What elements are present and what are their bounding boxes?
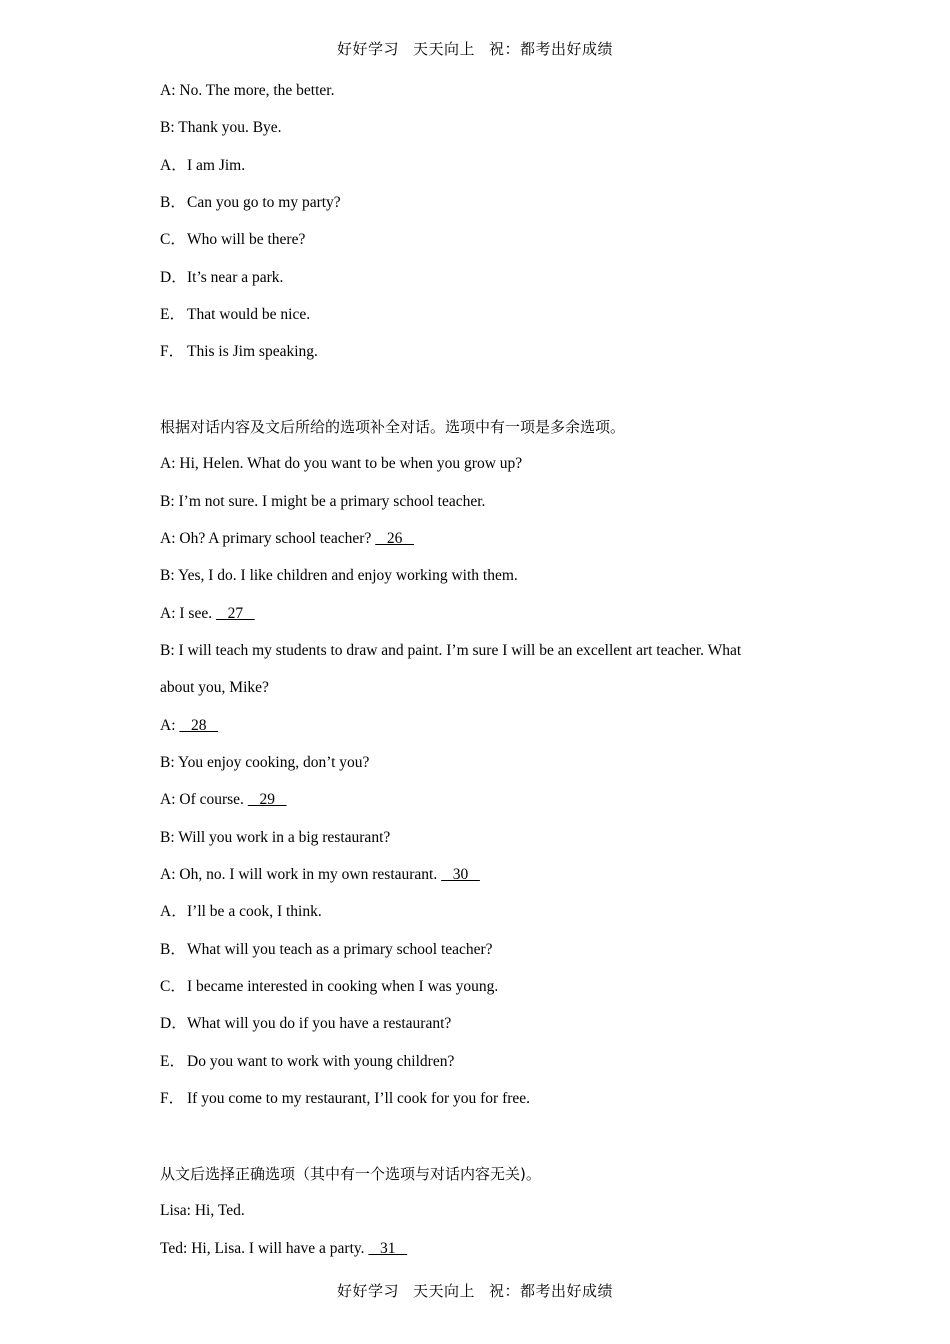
option-text: What will you teach as a primary school teacher?	[187, 941, 493, 958]
option-letter: E．	[160, 306, 185, 323]
footer-motto-2: 天天向上	[412, 1282, 475, 1300]
option-letter: D．	[160, 1015, 187, 1032]
dialogue-text: A:	[160, 717, 176, 734]
option-text: I’ll be a cook, I think.	[187, 903, 322, 920]
option-letter: B．	[160, 194, 186, 211]
option-item	[160, 1089, 800, 1109]
header-motto-2: 天天向上	[412, 40, 475, 58]
dialogue-text: A: Oh? A primary school teacher?	[160, 530, 372, 547]
option-text: This is Jim speaking.	[187, 343, 318, 360]
dialogue-line: B: I will teach my students to draw and paint. I’m sure I will be an excellent art teacher. What	[160, 642, 742, 659]
option-item	[160, 230, 800, 250]
option-letter: C．	[160, 978, 186, 995]
answer-blank-30[interactable]: 30	[441, 866, 480, 883]
dialogue-line: B: Yes, I do. I like children and enjoy working with them.	[160, 567, 518, 584]
option-letter: B．	[160, 941, 186, 958]
dialogue-text: A: I see.	[160, 605, 213, 622]
section-instruction: 从文后选择正确选项（其中有一个选项与对话内容无关)。	[160, 1165, 541, 1183]
dialogue-line	[160, 716, 800, 736]
dialogue-line	[160, 529, 800, 549]
option-text: I am Jim.	[187, 157, 246, 174]
dialogue-line: about you, Mike?	[160, 679, 269, 696]
answer-blank-31[interactable]: 31	[368, 1240, 408, 1257]
page-footer	[0, 1280, 950, 1301]
option-item	[160, 977, 800, 997]
option-text: That would be nice.	[187, 306, 311, 323]
option-item	[160, 940, 800, 960]
dialogue-line: B: Thank you. Bye.	[160, 119, 282, 136]
option-letter: C．	[160, 231, 186, 248]
answer-blank-27[interactable]: 27	[215, 605, 255, 622]
option-text: Do you want to work with young children?	[187, 1053, 455, 1070]
option-item	[160, 193, 800, 213]
dialogue-line	[160, 865, 800, 885]
page-header	[0, 38, 950, 59]
option-item	[160, 1014, 800, 1034]
option-letter: A．	[160, 903, 187, 920]
dialogue-line	[160, 604, 800, 624]
option-text: Can you go to my party?	[187, 194, 341, 211]
option-letter: F．	[160, 343, 185, 360]
dialogue-text: Ted: Hi, Lisa. I will have a party.	[160, 1240, 365, 1257]
option-item	[160, 902, 800, 922]
dialogue-line: B: I’m not sure. I might be a primary school teacher.	[160, 493, 486, 510]
option-text: What will you do if you have a restaurant?	[187, 1015, 452, 1032]
option-text: It’s near a park.	[187, 269, 284, 286]
answer-blank-26[interactable]: 26	[375, 530, 414, 547]
footer-motto-3: 祝：都考出好成绩	[489, 1282, 614, 1300]
option-text: Who will be there?	[187, 231, 306, 248]
answer-blank-28[interactable]: 28	[179, 717, 219, 734]
option-letter: F．	[160, 1090, 185, 1107]
option-letter: D．	[160, 269, 187, 286]
option-item	[160, 156, 800, 176]
dialogue-text: A: Oh, no. I will work in my own restaurant.	[160, 866, 438, 883]
option-text: I became interested in cooking when I was young.	[187, 978, 499, 995]
option-letter: E．	[160, 1053, 185, 1070]
dialogue-line: A: No. The more, the better.	[160, 82, 335, 99]
option-item	[160, 268, 800, 288]
dialogue-text: A: Of course.	[160, 791, 244, 808]
header-motto-3: 祝：都考出好成绩	[489, 40, 614, 58]
option-letter: A．	[160, 157, 187, 174]
option-item	[160, 305, 800, 325]
section-instruction: 根据对话内容及文后所给的选项补全对话。选项中有一项是多余选项。	[160, 418, 626, 436]
option-item	[160, 342, 800, 362]
header-motto-1: 好好学习	[336, 40, 399, 58]
option-item	[160, 1052, 800, 1072]
footer-motto-1: 好好学习	[336, 1282, 399, 1300]
answer-blank-29[interactable]: 29	[247, 791, 287, 808]
dialogue-line	[160, 1239, 800, 1259]
dialogue-line: A: Hi, Helen. What do you want to be when you grow up?	[160, 455, 523, 472]
dialogue-line: B: You enjoy cooking, don’t you?	[160, 754, 370, 771]
option-text: If you come to my restaurant, I’ll cook for you for free.	[187, 1090, 531, 1107]
dialogue-line	[160, 790, 800, 810]
dialogue-line: Lisa: Hi, Ted.	[160, 1202, 245, 1219]
dialogue-line: B: Will you work in a big restaurant?	[160, 829, 391, 846]
